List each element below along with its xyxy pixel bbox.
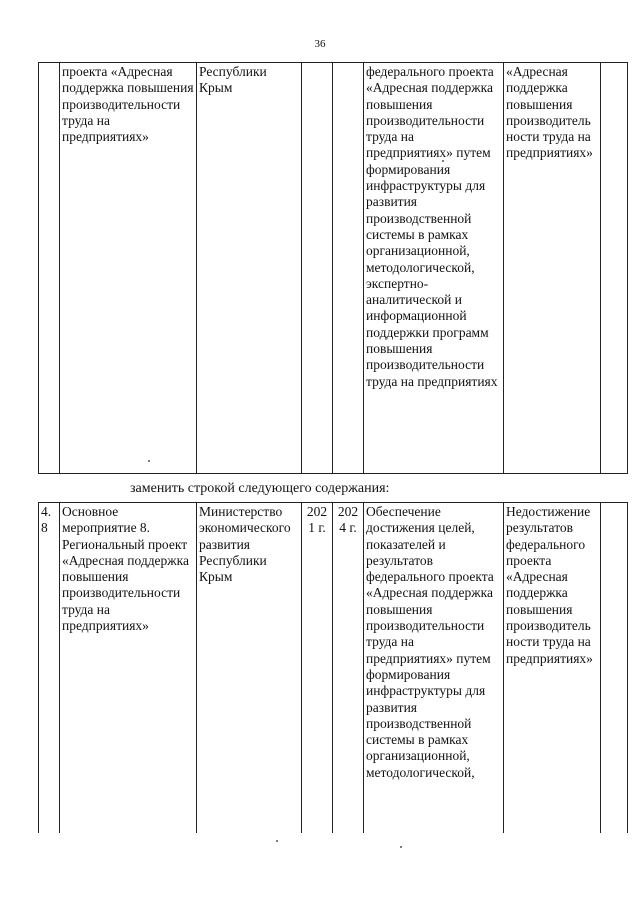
cell-number: [39, 63, 60, 474]
cell-end-year: [333, 63, 364, 474]
cell-number: 4.8: [39, 503, 60, 833]
scan-speck: [276, 840, 278, 842]
cell-start-year: [302, 63, 333, 474]
scan-speck: [400, 846, 402, 848]
cell-related: [601, 503, 628, 833]
cell-start-year: 2021 г.: [302, 503, 333, 833]
table-fragment-previous: [38, 62, 628, 474]
cell-executor: Республики Крым: [197, 63, 302, 474]
table-row: [39, 63, 628, 474]
cell-consequence: «Адресная поддержка повышения производитель ности труда на предприятиях»: [504, 63, 601, 474]
page-number: 36: [314, 38, 326, 50]
scan-speck: [148, 460, 150, 462]
cell-executor: Министерство экономического развития Республики Крым: [197, 503, 302, 833]
cell-event: проекта «Адресная поддержка повышения производительности труда на предприятиях»: [60, 63, 197, 474]
cell-related: [601, 63, 628, 474]
cell-expected-result: федерального проекта «Адресная поддержка повышения производительности труда на предприятиях» путем формирования инфраструктуры для развития производственной системы в рамках организационной, методологической, экспертно-аналитической и информационной поддержки программ повышения производительности труда на предприятиях: [364, 63, 504, 474]
cell-end-year: 2024 г.: [333, 503, 364, 833]
replacement-instruction: заменить строкой следующего содержания:: [130, 481, 390, 496]
table-fragment-new: [38, 502, 628, 833]
cell-event: Основное мероприятие 8. Региональный проект «Адресная поддержка повышения производительности труда на предприятиях»: [60, 503, 197, 833]
scan-speck: [442, 160, 444, 162]
table-row: [39, 503, 628, 833]
cell-expected-result: Обеспечение достижения целей, показателей и результатов федерального проекта «Адресная поддержка повышения производительности труда на предприятиях» путем формирования инфраструктуры для развития производственной системы в рамках организационной, методологической,: [364, 503, 504, 833]
cell-consequence: Недостижение результатов федерального проекта «Адресная поддержка повышения производитель ности труда на предприятиях»: [504, 503, 601, 833]
